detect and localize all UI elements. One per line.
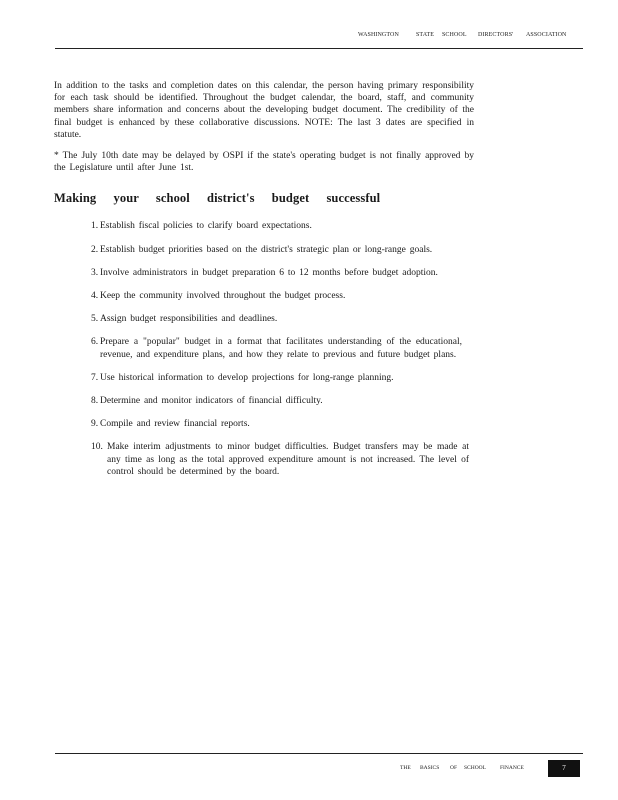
footer-word: BASICS (420, 765, 440, 771)
footer-word: THE (400, 765, 411, 771)
list-item-number: 3. (91, 267, 99, 278)
list-item-text: Compile and review financial reports. (100, 419, 250, 430)
list-item (91, 418, 474, 430)
list-item-number: 8. (91, 396, 99, 407)
header-word: DIRECTORS' (478, 32, 514, 38)
running-header (358, 32, 567, 42)
list-item-text: Keep the community involved throughout the budget process. (100, 291, 346, 302)
header-word: ASSOCIATION (526, 32, 567, 38)
list-item-text: Establish fiscal policies to clarify board expectations. (100, 221, 312, 232)
list-item-text: Prepare a "popular" budget in a format that facilitates understanding of the educational, revenue, and expenditure plans, and how they relate to previous and future budget plans. (100, 337, 462, 360)
list-item-text: Establish budget priorities based on the district's strategic plan or long-range goals. (100, 244, 433, 255)
list-item (91, 313, 474, 325)
header-rule (55, 48, 583, 49)
list-item (91, 267, 474, 279)
list-item (91, 336, 474, 360)
list-item (91, 372, 474, 384)
running-footer (400, 765, 540, 775)
section-heading: Making your school district's budget successful (54, 191, 381, 206)
list-item-number: 6. (91, 337, 99, 348)
list-item (91, 441, 474, 478)
footnote-paragraph: * The July 10th date may be delayed by OSPI if the state's operating budget is not finally approved by the Legislature until after June 1st. (54, 151, 474, 174)
footer-word: FINANCE (500, 765, 524, 771)
page-body (54, 80, 474, 489)
list-item-number: 4. (91, 291, 99, 302)
header-word: WASHINGTON (358, 32, 399, 38)
list-item-text: Determine and monitor indicators of financial difficulty. (100, 396, 323, 407)
list-item (91, 220, 474, 232)
footer-word: SCHOOL (464, 765, 487, 771)
footer-rule (55, 753, 583, 754)
list-item-text: Use historical information to develop projections for long-range planning. (100, 372, 394, 383)
list-item-number: 7. (91, 372, 99, 383)
list-item-text: Assign budget responsibilities and deadlines. (100, 314, 278, 325)
list-item-number: 10. (91, 442, 103, 453)
page-number: 7 (548, 760, 580, 777)
footer-word: OF (450, 765, 458, 771)
budget-steps-list (54, 220, 474, 478)
list-item (91, 290, 474, 302)
list-item (91, 395, 474, 407)
list-item-number: 5. (91, 314, 99, 325)
list-item-text: Make interim adjustments to minor budget difficulties. Budget transfers may be made at any time as long as the total approved expenditure amount is not increased. The level of control should be determined by the board. (107, 442, 469, 477)
list-item (91, 244, 474, 256)
header-word: SCHOOL (442, 32, 467, 38)
list-item-text: Involve administrators in budget preparation 6 to 12 months before budget adoption. (100, 267, 438, 278)
list-item-number: 2. (91, 244, 99, 255)
intro-paragraph: In addition to the tasks and completion dates on this calendar, the person having primary responsibility for each task should be identified. Throughout the budget calendar, the board, staff, and community members share information and concerns about the developing budget document. The credibility of the final budget is enhanced by these collaborative discussions. NOTE: The last 3 dates are specified in statute. (54, 81, 474, 140)
list-item-number: 9. (91, 419, 99, 430)
list-item-number: 1. (91, 221, 99, 232)
header-word: STATE (416, 32, 435, 38)
